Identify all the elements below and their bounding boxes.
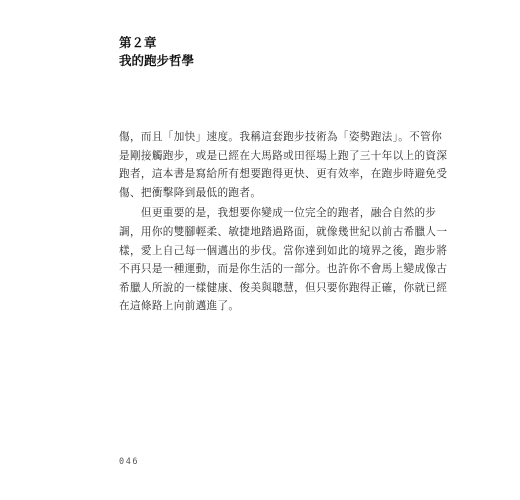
paragraph-2-line: 但更重要的是，我想要你變成一位完全的跑者，融合自然的步 [119,207,437,220]
page-number: 046 [119,457,140,467]
chapter-heading [119,34,194,70]
chapter-number: 第２章 [119,35,157,50]
paragraph-2-line: 樣，愛上自己每一個邁出的步伐。當你達到如此的境界之後，跑步將 [119,244,448,257]
paragraph-2-line: 在這條路上向前邁進了。 [119,300,240,313]
paragraph-1-line: 傷，而且「加快」速度。我稱這套跑步技術為「姿勢跑法」。不管你 [119,131,443,143]
paragraph-1-line: 跑者，這本書是寫給所有想要跑得更快、更有效率，在跑步時避免受 [119,168,448,181]
paragraph-2-line: 希臘人所說的一樣健康、俊美與聰慧，但只要你跑得正確，你就已經 [119,281,448,294]
paragraph-1-line: 傷、把衝擊降到最低的跑者。 [119,186,262,199]
paragraph-2-line: 不再只是一種運動，而是你生活的一部分。也許你不會馬上變成像古 [119,263,448,276]
body-text [119,128,448,316]
chapter-title: 我的跑步哲學 [119,53,195,68]
paragraph-2-line: 調，用你的雙腳輕柔、敏捷地踏過路面，就像幾世紀以前古希臘人一 [119,225,448,238]
paragraph-1-line: 是剛接觸跑步，或是已經在大馬路或田徑場上跑了三十年以上的資深 [119,149,448,162]
